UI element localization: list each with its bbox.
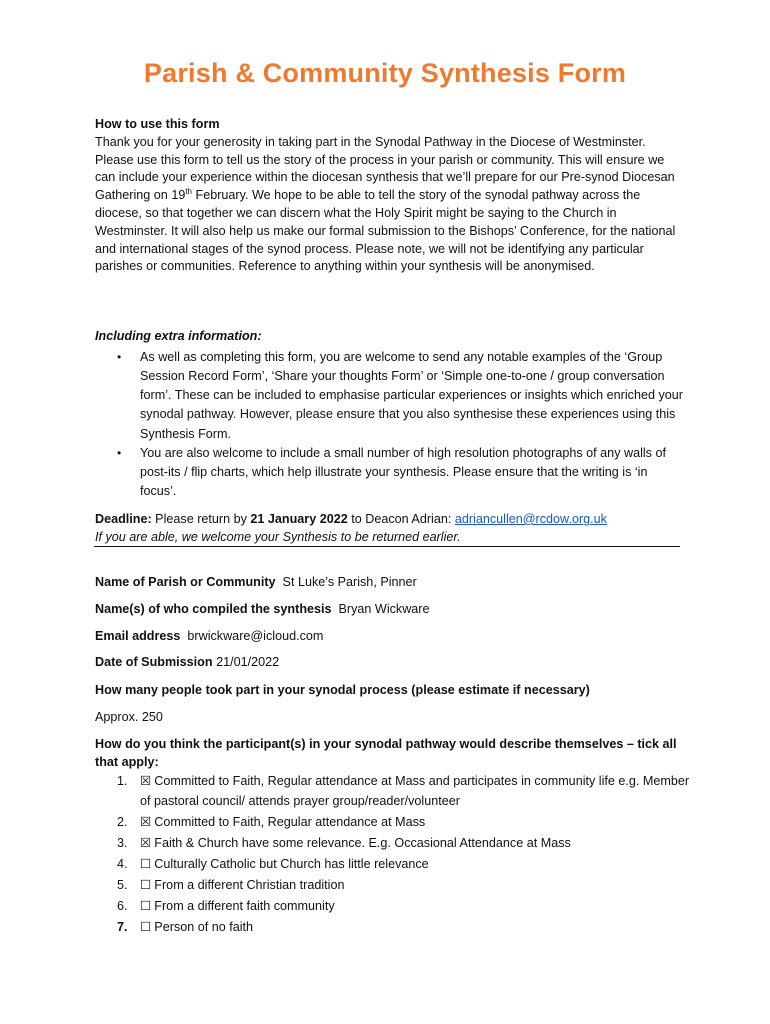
list-item[interactable] [95, 771, 695, 811]
option-number: 4. [117, 857, 128, 871]
deadline-email-link[interactable]: adriancullen@rcdow.org.uk [454, 512, 607, 526]
date-field [95, 655, 279, 669]
bullet-icon: • [117, 445, 122, 460]
extra-info-section [95, 328, 685, 501]
checkbox-checked-icon[interactable]: ☒ [140, 836, 152, 850]
bullet-icon: • [117, 349, 122, 364]
list-item [95, 348, 685, 444]
how-to-body [95, 134, 685, 276]
people-answer [95, 710, 163, 724]
list-item[interactable] [95, 812, 695, 832]
date-label: Date of Submission [95, 655, 213, 669]
checkbox-empty-icon[interactable]: ☐ [140, 899, 152, 913]
bullet-text: You are also welcome to include a small number of high resolution photographs of any walls of post-its / flip charts, which help illustrate your synthesis. Please ensure that the writing is ‘in focus’. [140, 445, 666, 499]
parish-label: Name of Parish or Community [95, 575, 276, 589]
option-label: From a different Christian tradition [154, 878, 345, 892]
list-item[interactable] [95, 833, 695, 853]
deadline-label: Deadline: [95, 512, 152, 526]
page-title: Parish & Community Synthesis Form [143, 58, 627, 88]
describe-question-text: How do you think the participant(s) in your synodal pathway would describe themselves – tick all that apply: [95, 737, 677, 769]
extra-info-heading: Including extra information: [95, 329, 262, 343]
checkbox-empty-icon[interactable]: ☐ [140, 878, 152, 892]
parish-field [95, 575, 417, 589]
option-label: Culturally Catholic but Church has little relevance [154, 857, 429, 871]
describe-options [95, 771, 695, 938]
extra-info-list [95, 348, 685, 502]
compiler-field [95, 602, 430, 616]
deadline-date: 21 January 2022 [250, 512, 348, 526]
date-value[interactable]: 21/01/2022 [216, 655, 280, 669]
section-divider [94, 546, 680, 547]
option-number: 1. [117, 774, 128, 788]
list-item[interactable] [95, 854, 695, 874]
checkbox-empty-icon[interactable]: ☐ [140, 857, 152, 871]
how-to-body-part2: February. We hope to be able to tell the story of the synodal pathway across the diocese, so that together we can discern what the Holy Spirit might be saying to the Church in Westminster. It will also help us make our formal submission to the Bishops’ Conference, for the national and international stages of the synod process. Please note, we will not be identifying any particular parishes or communities. Reference to anything within your synthesis will be anonymised. [95, 188, 676, 274]
people-field [95, 683, 590, 697]
people-label: How many people took part in your synodal process (please estimate if necessary) [95, 683, 590, 697]
deadline-text2: to Deacon Adrian: [347, 512, 455, 526]
list-item[interactable] [95, 875, 695, 895]
how-to-section [95, 116, 685, 276]
list-item[interactable] [95, 917, 695, 937]
compiler-label: Name(s) of who compiled the synthesis [95, 602, 332, 616]
list-item[interactable] [95, 896, 695, 916]
deadline-section [95, 511, 685, 547]
email-field [95, 629, 323, 643]
compiler-value[interactable]: Bryan Wickware [338, 602, 430, 616]
option-label: Person of no faith [154, 920, 254, 934]
option-number: 7. [117, 920, 128, 934]
list-item [95, 444, 685, 502]
people-value[interactable]: Approx. 250 [95, 710, 163, 724]
email-label: Email address [95, 629, 181, 643]
how-to-body-part1: Thank you for your generosity in taking part in the Synodal Pathway in the Diocese of Westminster. Please use this form to tell us the story of the process in your parish or community. This will ensure we can include your experience within the diocesan synthesis that we’ll prepare for our Pre-synod Diocesan Gathering on 19 [95, 134, 675, 203]
option-number: 2. [117, 815, 128, 829]
describe-question [95, 736, 695, 772]
how-to-heading: How to use this form [95, 117, 220, 131]
checkbox-checked-icon[interactable]: ☒ [140, 815, 152, 829]
option-number: 3. [117, 836, 128, 850]
checkbox-checked-icon[interactable]: ☒ [140, 774, 152, 788]
option-label: Committed to Faith, Regular attendance at Mass [154, 815, 426, 829]
option-label: Faith & Church have some relevance. E.g. Occasional Attendance at Mass [154, 836, 571, 850]
deadline-text1: Please return by [151, 512, 251, 526]
option-label: From a different faith community [154, 899, 335, 913]
checkbox-empty-icon[interactable]: ☐ [140, 920, 152, 934]
deadline-note: If you are able, we welcome your Synthesis to be returned earlier. [95, 529, 461, 544]
option-number: 5. [117, 878, 128, 892]
email-value[interactable]: brwickware@icloud.com [187, 629, 324, 643]
option-label: Committed to Faith, Regular attendance at Mass and participates in community life e.g. Member of pastoral council/ attends prayer group/reader/volunteer [140, 774, 690, 808]
parish-value[interactable]: St Luke’s Parish, Pinner [282, 575, 417, 589]
bullet-text: As well as completing this form, you are welcome to send any notable examples of the ‘Group Session Record Form’, ‘Share your thoughts Form’ or ‘Simple one-to-one / group conversation form’. These can be included to emphasise particular experiences or insights which enriched your synodal pathway. However, please ensure that you also synthesise these experiences using this Synthesis Form. [140, 349, 683, 441]
ordinal-suffix: th [185, 187, 192, 196]
option-number: 6. [117, 899, 128, 913]
deadline-line [95, 511, 685, 529]
